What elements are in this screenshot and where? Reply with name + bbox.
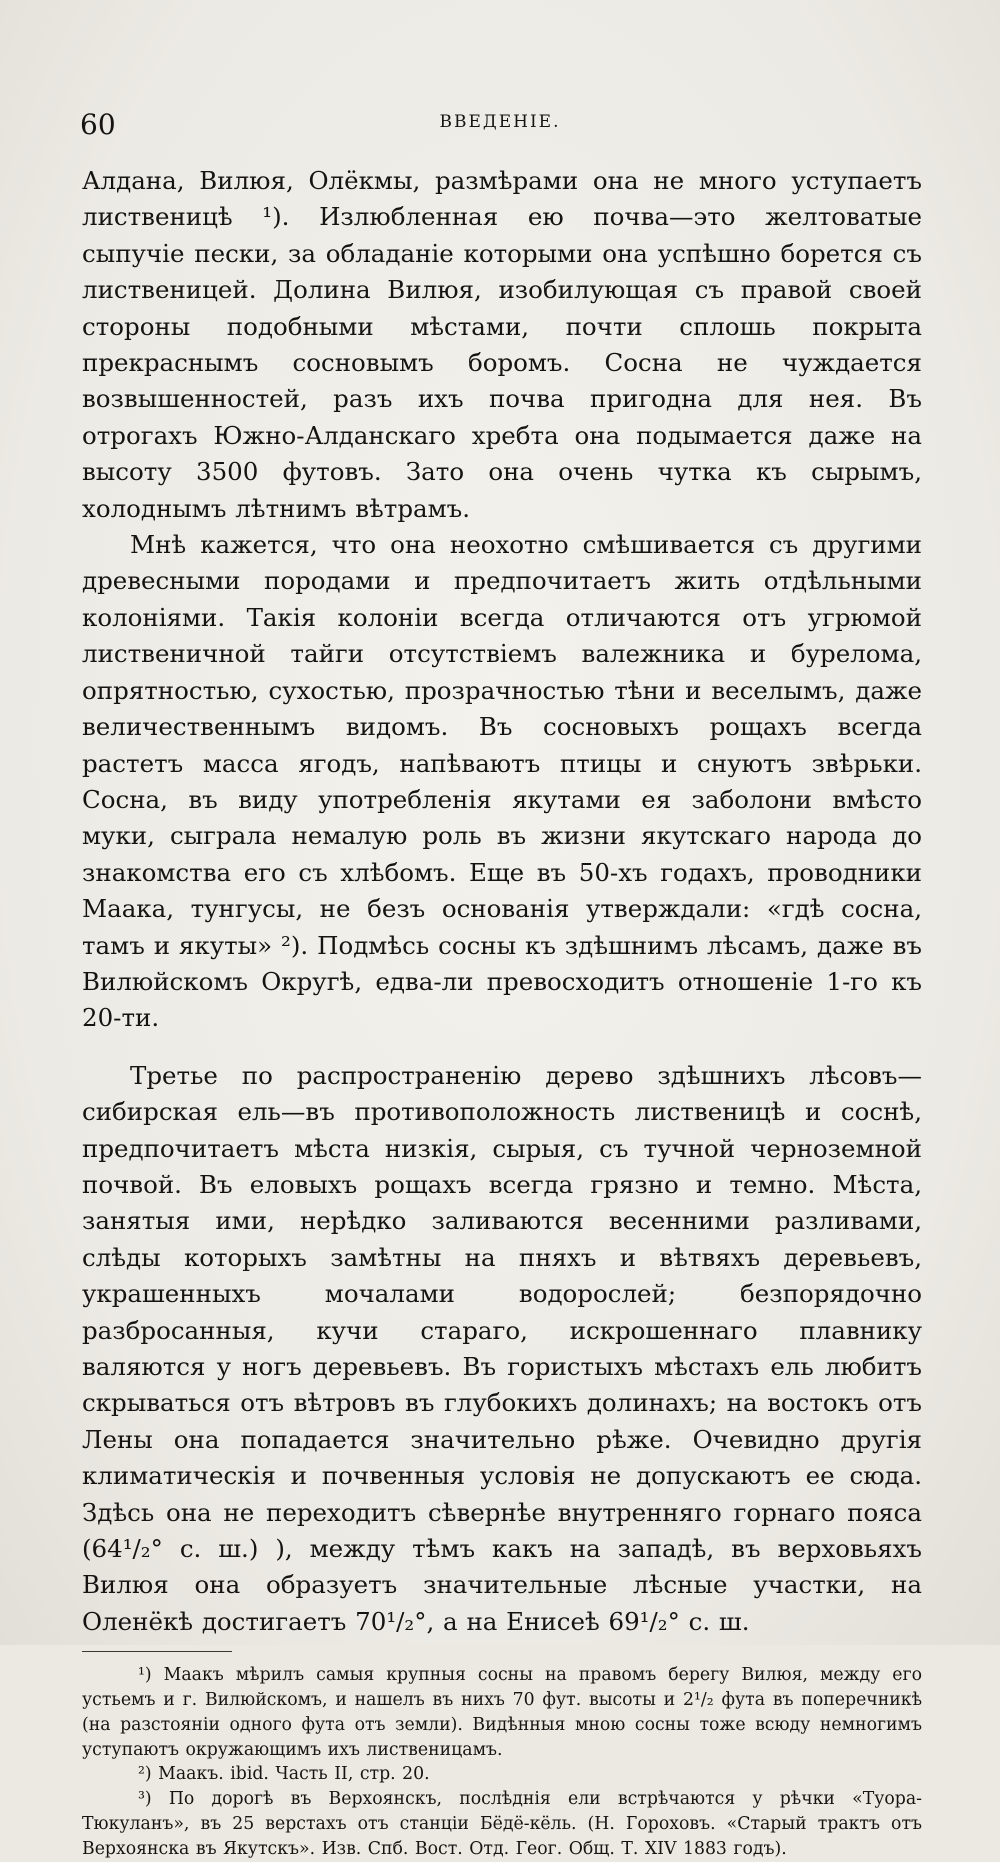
footnotes xyxy=(82,1663,922,1861)
footnote-2: ²) Маакъ. ibid. Часть II, стр. 20. xyxy=(138,1764,430,1785)
footnote-divider xyxy=(82,1651,232,1652)
footnote-1: ¹) Маакъ мѣрилъ самыя крупныя сосны на правомъ берегу Вилюя, между его устьемъ и г. Вилюйскомъ, и нашелъ въ нихъ 70 фут. высоты и 2¹/₂ фута въ поперечникѣ (на разстояніи одного фута отъ земли). Видѣнныя мною сосны тоже всюду немногимъ уступаютъ окружающимъ ихъ лиственицамъ. xyxy=(82,1665,922,1760)
page-number: 60 xyxy=(80,108,116,141)
paragraph-2: Мнѣ кажется, что она неохотно смѣшивается съ другими древесными породами и предпочитаетъ жить отдѣльными колоніями. Такія колоніи всегда отличаются отъ угрюмой лиственичной тайги отсутствіемъ валежника и бурелома, опрятностью, сухостью, прозрачностью тѣни и веселымъ, даже величественнымъ видомъ. Въ сосновыхъ рощахъ всегда растетъ масса ягодъ, напѣваютъ птицы и снуютъ звѣрьки. Сосна, въ виду употребленія якутами ея заболони вмѣсто муки, сыграла немалую роль въ жизни якутскаго народа до знакомства его съ хлѣбомъ. Еще въ 50-хъ годахъ, проводники Маака, тунгусы, не безъ основанія утверждали: «гдѣ сосна, тамъ и якуты» ²). Подмѣсь сосны къ здѣшнимъ лѣсамъ, даже въ Вилюйскомъ Округѣ, едва-ли превосходитъ отношеніе 1-го къ 20-ти. xyxy=(82,530,922,1033)
paragraph-1: Алдана, Вилюя, Олёкмы, размѣрами она не много уступаетъ лиственицѣ ¹). Излюбленная ею почва—это желтоватые сыпучіе пески, за обладаніе которыми она успѣшно борется съ лиственицей. Долина Вилюя, изобилующая съ правой своей стороны подобными мѣстами, почти сплошь покрыта прекраснымъ сосновымъ боромъ. Сосна не чуждается возвышенностей, разъ ихъ почва пригодна для нея. Въ отрогахъ Южно-Алданскаго хребта она подымается даже на высоту 3500 футовъ. Зато она очень чутка къ сырымъ, холоднымъ лѣтнимъ вѣтрамъ. xyxy=(82,166,922,523)
body-text xyxy=(82,163,922,1862)
footnote-3: ³) По дорогѣ въ Верхоянскъ, послѣднія ели встрѣчаются у рѣчки «Туора-Тюкуланъ», въ 25 верстахъ отъ станціи Бёдё-кёль. (Н. Гороховъ. «Старый трактъ отъ Верхоянска въ Якутскъ». Изв. Спб. Вост. Отд. Геог. Общ. Т. XIV 1883 годъ). xyxy=(82,1789,922,1859)
running-head: ВВЕДЕНІЕ. xyxy=(439,112,561,132)
page-header xyxy=(80,108,920,142)
paragraph-3: Третье по распространенію дерево здѣшнихъ лѣсовъ—сибирская ель—въ противоположность лиственицѣ и соснѣ, предпочитаетъ мѣста низкія, сырыя, съ тучной черноземной почвой. Въ еловыхъ рощахъ всегда грязно и темно. Мѣста, занятыя ими, нерѣдко заливаются весенними разливами, слѣды которыхъ замѣтны на пняхъ и вѣтвяхъ деревьевъ, украшенныхъ мочалами водорослей; безпорядочно разбросанныя, кучи стараго, искрошеннаго плавнику валяются у ногъ деревьевъ. Въ гористыхъ мѣстахъ ель любитъ скрываться отъ вѣтровъ въ глубокихъ долинахъ; на востокъ отъ Лены она попадается значительно рѣже. Очевидно другія климатическія и почвенныя условія не допускаютъ ее сюда. Здѣсь она не переходитъ сѣвернѣе внутренняго горнаго пояса (64¹/₂° с. ш.) ), между тѣмъ какъ на западѣ, въ верховьяхъ Вилюя она образуетъ значительные лѣсные участки, на Оленёкѣ достигаетъ 70¹/₂°, а на Енисеѣ 69¹/₂° с. ш. xyxy=(82,1060,922,1636)
